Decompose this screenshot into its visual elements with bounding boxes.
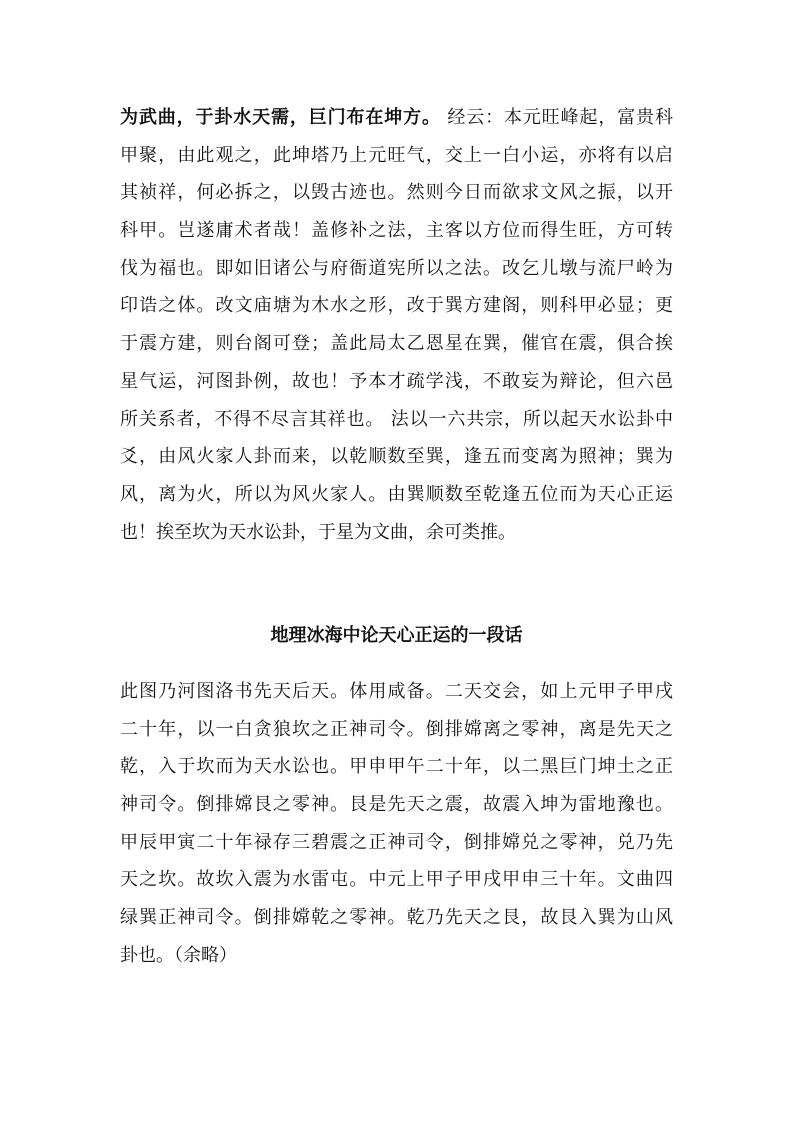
- paragraph-1: [120, 99, 673, 551]
- paragraph-line: 二十年，以一白贪狼坎之正神司令。倒排嫦离之零神，离是先天之: [120, 718, 673, 740]
- paragraph-line: [120, 99, 673, 137]
- paragraph-line: 其祯祥，何必拆之，以毁古迹也。然则今日而欲求文风之振，以开: [120, 182, 673, 204]
- paragraph-line: 伐为福也。即如旧诸公与府衙道宪所以之法。改乞儿墩与流尸岭为: [120, 257, 673, 279]
- paragraph-line: 乾，入于坎而为天水讼也。甲申甲午二十年，以二黑巨门坤土之正: [120, 756, 673, 778]
- paragraph-line: 天之坎。故坎入震为水雷屯。中元上甲子甲戌甲申三十年。文曲四: [120, 869, 673, 891]
- bold-phrase: 为武曲，于卦水天需，巨门布在坤方。: [120, 107, 441, 128]
- paragraph-line: 所关系者，不得不尽言其祥也。 法以一六共宗，所以起天水讼卦中: [120, 408, 673, 430]
- paragraph-line: 神司令。倒排嫦艮之零神。艮是先天之震，故震入坤为雷地豫也。: [120, 794, 673, 816]
- paragraph-line: 于震方建，则台阁可登；盖此局太乙恩星在巽，催官在震，俱合挨: [120, 333, 673, 355]
- paragraph-line: 风，离为火，所以为风火家人。由巽顺数至乾逢五位而为天心正运: [120, 483, 673, 505]
- paragraph-line: 星气运，河图卦例，故也！予本才疏学浅，不敢妄为辩论，但六邑: [120, 370, 673, 392]
- paragraph-line: 绿巽正神司令。倒排嫦乾之零神。乾乃先天之艮，故艮入巽为山风: [120, 907, 673, 929]
- line-text: 经云：本元旺峰起，富贵科: [440, 107, 673, 128]
- paragraph-line: 卦也。（余略）: [120, 944, 237, 966]
- section-heading: 地理冰海中论天心正运的一段话: [270, 625, 523, 646]
- paragraph-line: 爻，由风火家人卦而来，以乾顺数至巽，逢五而变离为照神；巽为: [120, 446, 673, 468]
- paragraph-line: 此图乃河图洛书先天后天。体用咸备。二天交会，如上元甲子甲戌: [120, 681, 673, 702]
- paragraph-line: 甲聚，由此观之，此坤塔乃上元旺气，交上一白小运，亦将有以启: [120, 144, 673, 166]
- paragraph-line: 科甲。岂遂庸术者哉！盖修补之法，主客以方位而得生旺，方可转: [120, 220, 673, 242]
- paragraph-line: 印诰之体。改文庙塘为木水之形，改于巽方建阁，则科甲必显；更: [120, 295, 673, 317]
- paragraph-line: 也！挨至坎为天水讼卦，于星为文曲，余可类推。: [120, 521, 516, 543]
- paragraph-line: 甲辰甲寅二十年禄存三碧震之正神司令，倒排嫦兑之零神，兑乃先: [120, 831, 673, 853]
- paragraph-2: [120, 673, 673, 975]
